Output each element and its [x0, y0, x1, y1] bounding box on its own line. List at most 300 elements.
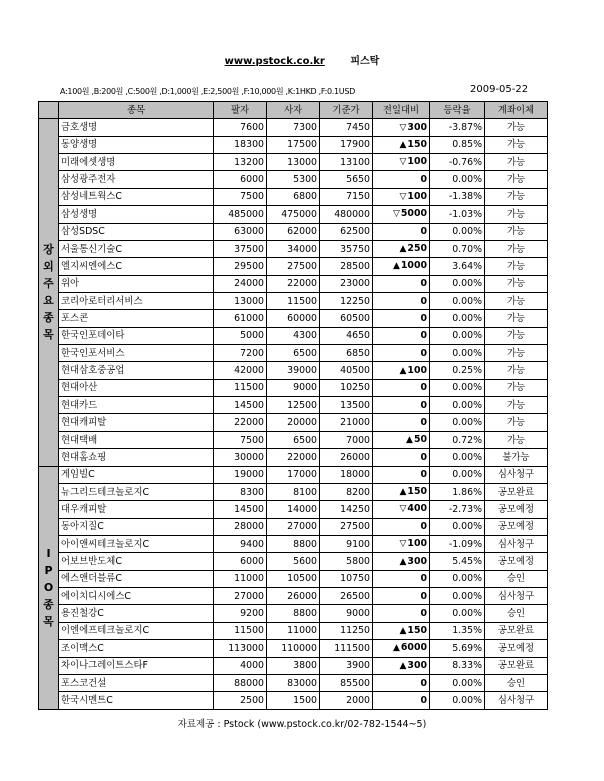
- change-value: 0: [420, 417, 427, 429]
- sell-price: 2500: [214, 692, 267, 709]
- stock-name: 동양생명: [59, 136, 214, 153]
- base-price: 5650: [320, 171, 373, 188]
- change-value: 0: [420, 295, 427, 307]
- transfer-status: 공모완료: [485, 483, 548, 500]
- change-rate: 0.72%: [430, 431, 485, 448]
- stock-name: 용진철강C: [59, 605, 214, 622]
- stock-name: 현대삼호중공업: [59, 362, 214, 379]
- stock-name: 위아: [59, 275, 214, 292]
- day-change: [373, 622, 430, 639]
- base-price: 13500: [320, 397, 373, 414]
- change-rate: 0.00%: [430, 171, 485, 188]
- change-rate: 0.00%: [430, 310, 485, 327]
- sell-price: 113000: [214, 640, 267, 657]
- base-price: 21000: [320, 414, 373, 431]
- table-row: [39, 622, 548, 639]
- sell-price: 6000: [214, 171, 267, 188]
- stock-name: 이엔에프테크놀로지C: [59, 622, 214, 639]
- sell-price: 61000: [214, 310, 267, 327]
- triangle-up-icon: ▲: [392, 643, 400, 654]
- base-price: 27500: [320, 518, 373, 535]
- buy-price: 6500: [267, 345, 320, 362]
- base-price: 8200: [320, 483, 373, 500]
- change-rate: 0.00%: [430, 414, 485, 431]
- triangle-down-icon: ▽: [399, 539, 407, 550]
- base-price: 9100: [320, 535, 373, 552]
- change-value: 400: [407, 503, 427, 515]
- transfer-status: 심사청구: [485, 692, 548, 709]
- transfer-status: 공모완료: [485, 657, 548, 674]
- change-rate: 1.35%: [430, 622, 485, 639]
- triangle-up-icon: ▲: [399, 365, 407, 376]
- change-rate: 0.00%: [430, 275, 485, 292]
- change-rate: 0.00%: [430, 692, 485, 709]
- transfer-status: 가능: [485, 379, 548, 396]
- stock-name: 현대택배: [59, 431, 214, 448]
- col-header-name: 종목: [59, 102, 214, 119]
- table-row: [39, 501, 548, 518]
- transfer-status: 가능: [485, 414, 548, 431]
- sell-price: 7200: [214, 345, 267, 362]
- table-row: [39, 292, 548, 309]
- base-price: 28500: [320, 258, 373, 275]
- transfer-status: 가능: [485, 310, 548, 327]
- buy-price: 13000: [267, 154, 320, 171]
- buy-price: 17000: [267, 466, 320, 483]
- change-value: 0: [420, 312, 427, 324]
- base-price: 10750: [320, 570, 373, 587]
- triangle-down-icon: ▽: [399, 157, 407, 168]
- base-price: 7450: [320, 119, 373, 136]
- transfer-status: 가능: [485, 206, 548, 223]
- table-row: [39, 414, 548, 431]
- buy-price: 110000: [267, 640, 320, 657]
- buy-price: 8100: [267, 483, 320, 500]
- stock-name: 차이나그레이트스타F: [59, 657, 214, 674]
- stock-name: 서울통신기술C: [59, 240, 214, 257]
- sell-price: 24000: [214, 275, 267, 292]
- base-price: 3900: [320, 657, 373, 674]
- triangle-down-icon: ▽: [399, 122, 407, 133]
- col-header-buy: 사자: [267, 102, 320, 119]
- transfer-status: 공모예정: [485, 553, 548, 570]
- stock-name: 한국시멘트C: [59, 692, 214, 709]
- change-value: 5000: [400, 208, 427, 220]
- table-row: [39, 258, 548, 275]
- report-date: 2009-05-22: [470, 84, 529, 95]
- change-value: 0: [420, 677, 427, 689]
- change-value: 0: [420, 694, 427, 706]
- buy-price: 10500: [267, 570, 320, 587]
- day-change: [373, 275, 430, 292]
- transfer-status: 가능: [485, 345, 548, 362]
- site-url[interactable]: www.pstock.co.kr: [224, 56, 325, 67]
- transfer-status: 심사청구: [485, 535, 548, 552]
- base-price: 7000: [320, 431, 373, 448]
- table-row: [39, 518, 548, 535]
- base-price: 2000: [320, 692, 373, 709]
- sell-price: 37500: [214, 240, 267, 257]
- change-rate: 0.00%: [430, 379, 485, 396]
- change-rate: 0.00%: [430, 223, 485, 240]
- stock-name: 현대캐피탈: [59, 414, 214, 431]
- triangle-down-icon: ▽: [399, 191, 407, 202]
- table-row: [39, 240, 548, 257]
- change-rate: 0.00%: [430, 292, 485, 309]
- base-price: 5800: [320, 553, 373, 570]
- sell-price: 28000: [214, 518, 267, 535]
- day-change: [373, 674, 430, 691]
- sell-price: 29500: [214, 258, 267, 275]
- buy-price: 60000: [267, 310, 320, 327]
- table-row: [39, 223, 548, 240]
- change-value: 300: [407, 121, 427, 133]
- buy-price: 27000: [267, 518, 320, 535]
- sell-price: 14500: [214, 501, 267, 518]
- change-value: 0: [420, 590, 427, 602]
- buy-price: 39000: [267, 362, 320, 379]
- change-rate: -1.09%: [430, 535, 485, 552]
- day-change: [373, 414, 430, 431]
- day-change: [373, 501, 430, 518]
- change-value: 300: [407, 555, 427, 567]
- day-change: [373, 466, 430, 483]
- base-price: 62500: [320, 223, 373, 240]
- buy-price: 11500: [267, 292, 320, 309]
- buy-price: 3800: [267, 657, 320, 674]
- sell-price: 4000: [214, 657, 267, 674]
- change-value: 0: [420, 347, 427, 359]
- table-row: [39, 657, 548, 674]
- transfer-status: 가능: [485, 171, 548, 188]
- group-label: 장 외 주 요 종 목: [39, 119, 59, 466]
- buy-price: 20000: [267, 414, 320, 431]
- change-value: 0: [420, 174, 427, 186]
- sell-price: 9200: [214, 605, 267, 622]
- transfer-status: 승인: [485, 674, 548, 691]
- day-change: [373, 397, 430, 414]
- day-change: [373, 657, 430, 674]
- sell-price: 22000: [214, 414, 267, 431]
- transfer-status: 공모예정: [485, 518, 548, 535]
- sell-price: 9400: [214, 535, 267, 552]
- day-change: [373, 605, 430, 622]
- change-rate: 0.00%: [430, 605, 485, 622]
- change-rate: -3.87%: [430, 119, 485, 136]
- table-row: [39, 466, 548, 483]
- sell-price: 7500: [214, 188, 267, 205]
- sell-price: 30000: [214, 449, 267, 466]
- change-value: 100: [407, 538, 427, 550]
- buy-price: 27500: [267, 258, 320, 275]
- stock-name: 어보브반도체C: [59, 553, 214, 570]
- change-value: 50: [413, 434, 427, 445]
- stock-name: 미래에셋생명: [59, 154, 214, 171]
- table-row: [39, 674, 548, 691]
- day-change: [373, 449, 430, 466]
- change-value: 150: [407, 486, 427, 498]
- table-row: [39, 327, 548, 344]
- transfer-status: 가능: [485, 397, 548, 414]
- col-header-rate: 등락율: [430, 102, 485, 119]
- change-rate: 0.00%: [430, 449, 485, 466]
- base-price: 26000: [320, 449, 373, 466]
- change-value: 0: [420, 608, 427, 620]
- change-rate: -1.03%: [430, 206, 485, 223]
- stock-name: 대우캐피탈: [59, 501, 214, 518]
- stock-name: 현대아산: [59, 379, 214, 396]
- table-row: [39, 136, 548, 153]
- triangle-up-icon: ▲: [392, 261, 400, 272]
- base-price: 14250: [320, 501, 373, 518]
- transfer-status: 가능: [485, 119, 548, 136]
- stock-name: 한국인포서비스: [59, 345, 214, 362]
- stock-name: 삼성네트웍스C: [59, 188, 214, 205]
- change-value: 150: [407, 138, 427, 150]
- base-price: 18000: [320, 466, 373, 483]
- day-change: [373, 327, 430, 344]
- day-change: [373, 535, 430, 552]
- base-price: 17900: [320, 136, 373, 153]
- day-change: [373, 154, 430, 171]
- table-row: [39, 362, 548, 379]
- stock-name: 현대홈쇼핑: [59, 449, 214, 466]
- buy-price: 6800: [267, 188, 320, 205]
- change-value: 0: [420, 451, 427, 463]
- sell-price: 8300: [214, 483, 267, 500]
- triangle-up-icon: ▲: [399, 660, 407, 671]
- sell-price: 11500: [214, 379, 267, 396]
- change-value: 0: [420, 469, 427, 481]
- stock-name: 삼성광주전자: [59, 171, 214, 188]
- triangle-up-icon: ▲: [399, 487, 407, 498]
- stock-name: 에스앤더블류C: [59, 570, 214, 587]
- change-rate: 0.25%: [430, 362, 485, 379]
- day-change: [373, 136, 430, 153]
- day-change: [373, 188, 430, 205]
- buy-price: 34000: [267, 240, 320, 257]
- base-price: 4650: [320, 327, 373, 344]
- table-row: [39, 692, 548, 709]
- day-change: [373, 570, 430, 587]
- buy-price: 5600: [267, 553, 320, 570]
- base-price: 9000: [320, 605, 373, 622]
- sell-price: 18300: [214, 136, 267, 153]
- base-price: 6850: [320, 345, 373, 362]
- buy-price: 6500: [267, 431, 320, 448]
- stock-name: 코리아로터리서비스: [59, 292, 214, 309]
- change-rate: 0.00%: [430, 570, 485, 587]
- buy-price: 83000: [267, 674, 320, 691]
- stock-name: 엘지씨엔에스C: [59, 258, 214, 275]
- transfer-status: 승인: [485, 605, 548, 622]
- sell-price: 14500: [214, 397, 267, 414]
- change-value: 0: [420, 382, 427, 394]
- buy-price: 9000: [267, 379, 320, 396]
- sell-price: 11500: [214, 622, 267, 639]
- base-price: 12250: [320, 292, 373, 309]
- transfer-status: 가능: [485, 240, 548, 257]
- day-change: [373, 483, 430, 500]
- sell-price: 5000: [214, 327, 267, 344]
- base-price: 35750: [320, 240, 373, 257]
- change-rate: 0.00%: [430, 518, 485, 535]
- header-corner: [39, 102, 59, 119]
- stock-name: 현대카드: [59, 397, 214, 414]
- change-rate: 5.69%: [430, 640, 485, 657]
- triangle-up-icon: ▲: [399, 556, 407, 567]
- sell-price: 27000: [214, 588, 267, 605]
- sell-price: 13000: [214, 292, 267, 309]
- table-row: [39, 275, 548, 292]
- buy-price: 1500: [267, 692, 320, 709]
- transfer-status: 가능: [485, 223, 548, 240]
- table-row: [39, 553, 548, 570]
- table-row: [39, 605, 548, 622]
- table-row: [39, 535, 548, 552]
- sell-price: 11000: [214, 570, 267, 587]
- change-value: 0: [420, 573, 427, 585]
- change-rate: 0.00%: [430, 466, 485, 483]
- page-header: [0, 52, 604, 67]
- table-row: [39, 154, 548, 171]
- change-value: 250: [407, 243, 427, 255]
- day-change: [373, 362, 430, 379]
- buy-price: 22000: [267, 275, 320, 292]
- base-price: 111500: [320, 640, 373, 657]
- sell-price: 7500: [214, 431, 267, 448]
- day-change: [373, 310, 430, 327]
- change-rate: 0.70%: [430, 240, 485, 257]
- buy-price: 475000: [267, 206, 320, 223]
- day-change: [373, 258, 430, 275]
- change-rate: -1.38%: [430, 188, 485, 205]
- day-change: [373, 553, 430, 570]
- base-price: 40500: [320, 362, 373, 379]
- day-change: [373, 588, 430, 605]
- table-body: [39, 119, 548, 709]
- change-value: 0: [420, 521, 427, 533]
- transfer-status: 공모완료: [485, 622, 548, 639]
- buy-price: 8800: [267, 605, 320, 622]
- triangle-up-icon: ▲: [406, 435, 413, 445]
- change-rate: 0.00%: [430, 397, 485, 414]
- change-rate: 5.45%: [430, 553, 485, 570]
- transfer-status: 가능: [485, 362, 548, 379]
- stock-table: [38, 101, 548, 710]
- table-row: [39, 345, 548, 362]
- change-rate: 0.00%: [430, 588, 485, 605]
- table-row: [39, 188, 548, 205]
- day-change: [373, 640, 430, 657]
- stock-name: 삼성생명: [59, 206, 214, 223]
- buy-price: 14000: [267, 501, 320, 518]
- table-row: [39, 588, 548, 605]
- sell-price: 485000: [214, 206, 267, 223]
- day-change: [373, 345, 430, 362]
- stock-name: 조이맥스C: [59, 640, 214, 657]
- stock-name: 아이앤씨테크놀로지C: [59, 535, 214, 552]
- change-value: 0: [420, 399, 427, 411]
- sell-price: 19000: [214, 466, 267, 483]
- day-change: [373, 692, 430, 709]
- transfer-status: 가능: [485, 154, 548, 171]
- source-footer: 자료제공 : Pstock (www.pstock.co.kr/02-782-1544~5): [177, 719, 427, 730]
- base-price: 480000: [320, 206, 373, 223]
- stock-name: 뉴그리드테크놀로지C: [59, 483, 214, 500]
- transfer-status: 가능: [485, 258, 548, 275]
- change-rate: 3.64%: [430, 258, 485, 275]
- change-value: 100: [407, 364, 427, 376]
- buy-price: 5300: [267, 171, 320, 188]
- change-value: 6000: [400, 642, 427, 654]
- buy-price: 11000: [267, 622, 320, 639]
- triangle-up-icon: ▲: [399, 244, 407, 255]
- change-value: 0: [420, 226, 427, 238]
- col-header-sell: 팔자: [214, 102, 267, 119]
- change-rate: -2.73%: [430, 501, 485, 518]
- stock-name: 포스코건설: [59, 674, 214, 691]
- buy-price: 4300: [267, 327, 320, 344]
- table-row: [39, 431, 548, 448]
- transfer-status: 공모예정: [485, 640, 548, 657]
- buy-price: 12500: [267, 397, 320, 414]
- base-price: 85500: [320, 674, 373, 691]
- table-row: [39, 119, 548, 136]
- stock-name: 금호생명: [59, 119, 214, 136]
- table-row: [39, 640, 548, 657]
- stock-name: 삼성SDSC: [59, 223, 214, 240]
- table-row: [39, 206, 548, 223]
- triangle-down-icon: ▽: [392, 209, 400, 220]
- change-rate: 0.00%: [430, 327, 485, 344]
- buy-price: 26000: [267, 588, 320, 605]
- table-header-row: [39, 102, 548, 119]
- col-header-change: 전일대비: [373, 102, 430, 119]
- day-change: [373, 119, 430, 136]
- sell-price: 6000: [214, 553, 267, 570]
- sell-price: 7600: [214, 119, 267, 136]
- stock-name: 한국인포데이타: [59, 327, 214, 344]
- change-rate: 8.33%: [430, 657, 485, 674]
- triangle-up-icon: ▲: [399, 139, 407, 150]
- table-row: [39, 397, 548, 414]
- triangle-down-icon: ▽: [399, 504, 407, 515]
- change-value: 100: [407, 190, 427, 202]
- transfer-status: 가능: [485, 431, 548, 448]
- stock-name: 포스콘: [59, 310, 214, 327]
- transfer-status: 공모예정: [485, 501, 548, 518]
- transfer-status: 심사청구: [485, 588, 548, 605]
- buy-price: 8800: [267, 535, 320, 552]
- day-change: [373, 206, 430, 223]
- change-value: 0: [420, 278, 427, 290]
- change-value: 1000: [400, 260, 427, 272]
- stock-name: 에이치디시에스C: [59, 588, 214, 605]
- day-change: [373, 171, 430, 188]
- unit-legend: A:100원 ,B:200원 ,C:500원 ,D:1,000원 ,E:2,500원 ,F:10,000원 ,K:1HKD ,F:0.1USD: [60, 87, 355, 96]
- buy-price: 22000: [267, 449, 320, 466]
- day-change: [373, 223, 430, 240]
- base-price: 13100: [320, 154, 373, 171]
- sell-price: 88000: [214, 674, 267, 691]
- change-rate: 0.85%: [430, 136, 485, 153]
- change-rate: 1.86%: [430, 483, 485, 500]
- change-value: 150: [407, 624, 427, 636]
- table-row: [39, 449, 548, 466]
- base-price: 7150: [320, 188, 373, 205]
- stock-name: 동아지질C: [59, 518, 214, 535]
